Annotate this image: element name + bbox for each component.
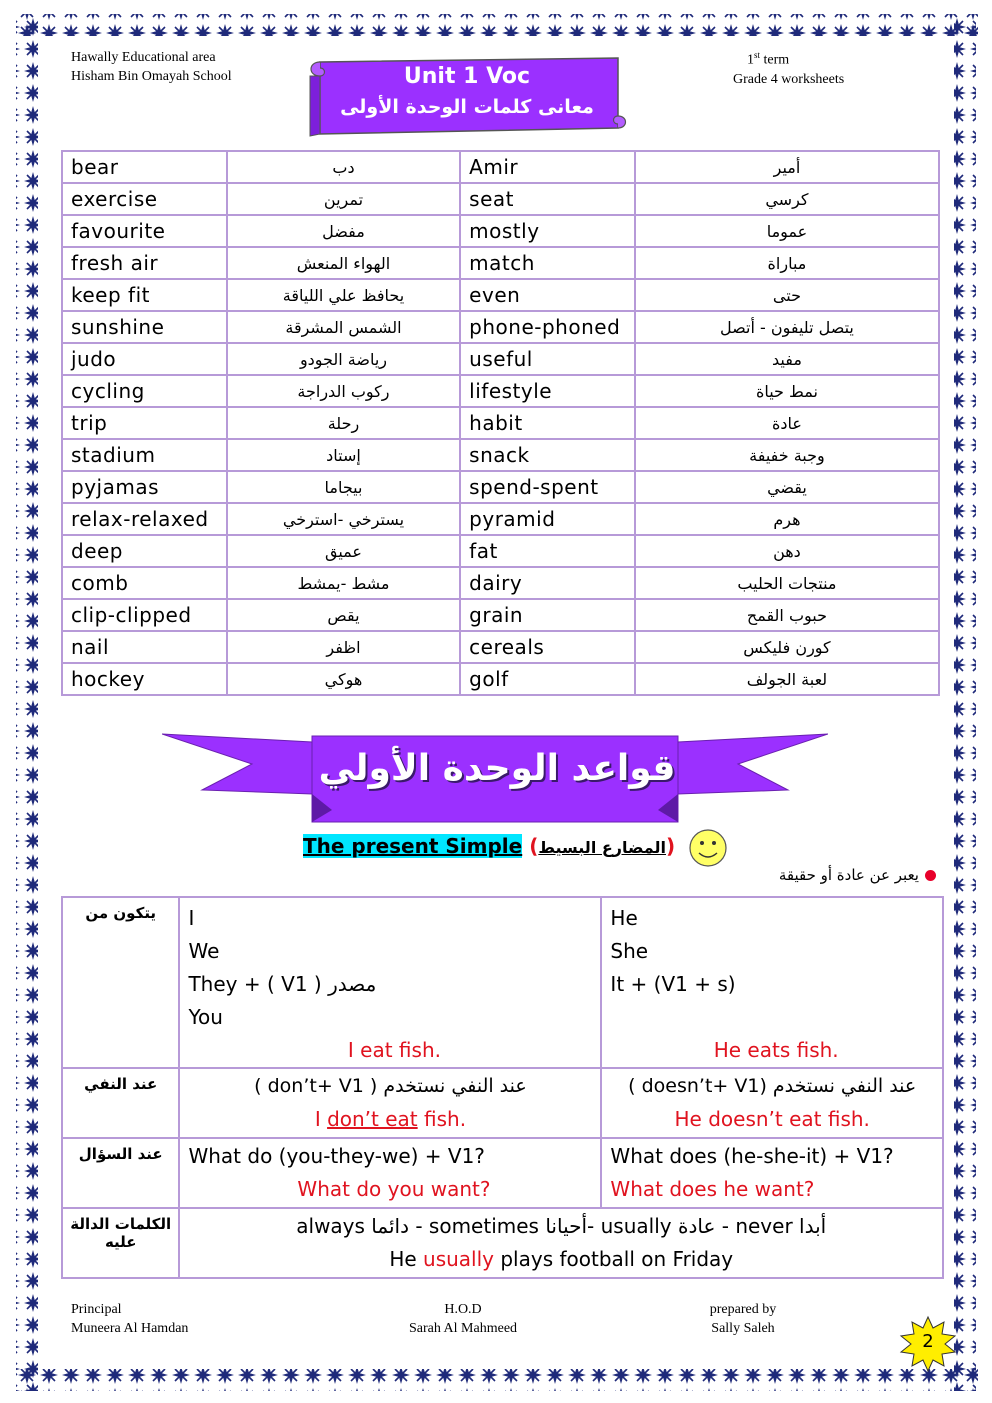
vocab-row bbox=[62, 247, 939, 279]
vocab-row bbox=[62, 471, 939, 503]
vocab-word: pyramid bbox=[460, 503, 635, 535]
vocab-row bbox=[62, 151, 939, 183]
vocab-meaning: مفضل bbox=[227, 215, 460, 247]
page-number-badge bbox=[899, 1315, 957, 1373]
vocab-meaning: رحلة bbox=[227, 407, 460, 439]
vocab-word: nail bbox=[62, 631, 227, 663]
vocab-word: clip-clipped bbox=[62, 599, 227, 631]
pronoun-line: She bbox=[610, 939, 649, 963]
neg-left-example: I don’t eat fish. bbox=[314, 1107, 467, 1131]
bullet-icon bbox=[925, 870, 936, 881]
footer-hod: H.O.D Sarah Al Mahmeed bbox=[408, 1302, 518, 1336]
vocab-row bbox=[62, 631, 939, 663]
vocab-meaning: بيجاما bbox=[227, 471, 460, 503]
keywords-example: He usually plays football on Friday bbox=[389, 1247, 734, 1271]
negative-right bbox=[601, 1068, 943, 1138]
vocab-meaning: دب bbox=[227, 151, 460, 183]
vocab-meaning: نمط حياة bbox=[635, 375, 939, 407]
unit-banner bbox=[306, 54, 628, 140]
vocab-word: dairy bbox=[460, 567, 635, 599]
vocab-word: match bbox=[460, 247, 635, 279]
pronoun-line: I bbox=[188, 906, 195, 930]
vocab-word: stadium bbox=[62, 439, 227, 471]
vocab-meaning: كورن فليكس bbox=[635, 631, 939, 663]
vocab-word: habit bbox=[460, 407, 635, 439]
vocab-meaning: كرسي bbox=[635, 183, 939, 215]
pronoun-line: We bbox=[188, 939, 220, 963]
question-row bbox=[62, 1138, 943, 1208]
vocab-word: comb bbox=[62, 567, 227, 599]
vocab-word: fresh air bbox=[62, 247, 227, 279]
vocab-row bbox=[62, 663, 939, 695]
form-left bbox=[179, 897, 601, 1068]
vocab-meaning: هرم bbox=[635, 503, 939, 535]
vocab-word: relax-relaxed bbox=[62, 503, 227, 535]
vocab-word: useful bbox=[460, 343, 635, 375]
vocab-row bbox=[62, 599, 939, 631]
vocab-meaning: حبوب القمح bbox=[635, 599, 939, 631]
pronoun-line: It + (V1 + s) bbox=[610, 972, 736, 996]
pronoun-line: You bbox=[188, 1005, 223, 1029]
keywords-label: الكلمات الدالة عليه bbox=[62, 1208, 179, 1278]
grade-label: Grade 4 worksheets bbox=[733, 71, 845, 87]
vocab-meaning: لعبة الجولف bbox=[635, 663, 939, 695]
vocab-meaning: منتجات الحليب bbox=[635, 567, 939, 599]
vocab-meaning: عادة bbox=[635, 407, 939, 439]
vocabulary-table bbox=[61, 150, 940, 696]
school-name: Hisham Bin Omayah School bbox=[71, 69, 232, 84]
vocab-word: Amir bbox=[460, 151, 635, 183]
present-simple-ar: المضارع البسيط bbox=[538, 838, 666, 857]
vocab-row bbox=[62, 215, 939, 247]
vocab-meaning: مشط -يمشط bbox=[227, 567, 460, 599]
keywords: always دائما - sometimes أحيانا- usually عادة - never أبدا bbox=[296, 1214, 827, 1238]
vocab-meaning: حتى bbox=[635, 279, 939, 311]
question-right bbox=[601, 1138, 943, 1208]
vocab-meaning: دهن bbox=[635, 535, 939, 567]
vocab-word: deep bbox=[62, 535, 227, 567]
vocab-meaning: عموما bbox=[635, 215, 939, 247]
vocab-word: cereals bbox=[460, 631, 635, 663]
vocab-row bbox=[62, 183, 939, 215]
left-example: I eat fish. bbox=[347, 1038, 441, 1062]
vocab-word: even bbox=[460, 279, 635, 311]
q-right-rule: What does (he-she-it) + V1? bbox=[610, 1144, 894, 1168]
vocab-word: pyjamas bbox=[62, 471, 227, 503]
vocab-row bbox=[62, 503, 939, 535]
right-example: He eats fish. bbox=[713, 1038, 839, 1062]
header-left bbox=[71, 48, 232, 86]
pronoun-line: They + ( V1 ) مصدر bbox=[188, 972, 377, 996]
usage-note: يعبر عن عادة أو حقيقة bbox=[779, 866, 936, 884]
vocab-word: trip bbox=[62, 407, 227, 439]
form-label: يتكون من bbox=[62, 897, 179, 1068]
vocab-meaning: يقص bbox=[227, 599, 460, 631]
question-label: عند السؤال bbox=[62, 1138, 179, 1208]
vocab-word: golf bbox=[460, 663, 635, 695]
term-label: 1st term bbox=[747, 50, 790, 68]
vocab-meaning: رياضة الجودو bbox=[227, 343, 460, 375]
vocab-word: mostly bbox=[460, 215, 635, 247]
unit-title: Unit 1 Voc bbox=[403, 64, 531, 89]
vocab-row bbox=[62, 567, 939, 599]
right-pronouns bbox=[610, 902, 942, 1001]
vocab-word: hockey bbox=[62, 663, 227, 695]
vocab-word: exercise bbox=[62, 183, 227, 215]
vocab-row bbox=[62, 311, 939, 343]
negative-row bbox=[62, 1068, 943, 1138]
negative-left bbox=[179, 1068, 601, 1138]
vocab-word: sunshine bbox=[62, 311, 227, 343]
vocab-meaning: يحافظ علي اللياقة bbox=[227, 279, 460, 311]
header-right bbox=[733, 46, 844, 89]
vocab-meaning: وجبة خفيفة bbox=[635, 439, 939, 471]
q-left-rule: What do (you-they-we) + V1? bbox=[188, 1144, 485, 1168]
vocab-word: snack bbox=[460, 439, 635, 471]
vocab-row bbox=[62, 375, 939, 407]
vocab-word: spend-spent bbox=[460, 471, 635, 503]
grammar-title: قواعد الوحدة الأولي bbox=[318, 748, 676, 789]
vocab-row bbox=[62, 407, 939, 439]
keywords-cell bbox=[179, 1208, 943, 1278]
vocab-meaning: الشمس المشرقة bbox=[227, 311, 460, 343]
present-simple-heading: The present Simple (المضارع البسيط) bbox=[303, 834, 676, 858]
vocab-meaning: عميق bbox=[227, 535, 460, 567]
present-simple-en: The present Simple bbox=[303, 834, 523, 858]
vocab-meaning: ركوب الدراجة bbox=[227, 375, 460, 407]
smiley-icon bbox=[688, 828, 728, 868]
neg-left-rule: ( don’t+ V1 ) عند النفي نستخدم bbox=[254, 1075, 527, 1097]
question-left bbox=[179, 1138, 601, 1208]
vocab-word: bear bbox=[62, 151, 227, 183]
page-number: 2 bbox=[922, 1331, 934, 1352]
vocab-meaning: مفيد bbox=[635, 343, 939, 375]
form-right bbox=[601, 897, 943, 1068]
vocab-word: seat bbox=[460, 183, 635, 215]
vocab-row bbox=[62, 535, 939, 567]
vocab-meaning: يسترخي -استرخي bbox=[227, 503, 460, 535]
vocab-word: lifestyle bbox=[460, 375, 635, 407]
keywords-row bbox=[62, 1208, 943, 1278]
vocab-word: favourite bbox=[62, 215, 227, 247]
unit-subtitle: معانى كلمات الوحدة الأولى bbox=[340, 96, 594, 118]
vocabulary-body bbox=[62, 151, 939, 695]
footer-principal: Principal Muneera Al Hamdan bbox=[71, 1302, 189, 1336]
vocab-row bbox=[62, 343, 939, 375]
form-row bbox=[62, 897, 943, 1068]
neg-right-rule: ( doesn’t+ V1) عند النفي نستخدم bbox=[628, 1075, 917, 1097]
area-name: Hawally Educational area bbox=[71, 50, 216, 65]
vocab-word: phone-phoned bbox=[460, 311, 635, 343]
vocab-word: judo bbox=[62, 343, 227, 375]
vocab-meaning: تمرين bbox=[227, 183, 460, 215]
vocab-meaning: يتصل تليفون - أتصل bbox=[635, 311, 939, 343]
vocab-meaning: الهواء المنعش bbox=[227, 247, 460, 279]
pronoun-line: He bbox=[610, 906, 638, 930]
vocab-word: keep fit bbox=[62, 279, 227, 311]
vocab-meaning: أمير bbox=[635, 151, 939, 183]
negative-label: عند النفي bbox=[62, 1068, 179, 1138]
vocab-word: fat bbox=[460, 535, 635, 567]
neg-right-example: He doesn’t eat fish. bbox=[674, 1107, 870, 1131]
vocab-meaning: يقضي bbox=[635, 471, 939, 503]
footer-prepared: prepared by Sally Saleh bbox=[709, 1302, 777, 1336]
vocab-meaning: اظفر bbox=[227, 631, 460, 663]
vocab-word: grain bbox=[460, 599, 635, 631]
vocab-meaning: إستاد bbox=[227, 439, 460, 471]
q-right-example: What does he want? bbox=[610, 1177, 815, 1201]
vocab-row bbox=[62, 439, 939, 471]
grammar-banner bbox=[162, 730, 828, 826]
grammar-table bbox=[61, 896, 944, 1279]
vocab-row bbox=[62, 279, 939, 311]
vocab-word: cycling bbox=[62, 375, 227, 407]
left-pronouns bbox=[188, 902, 600, 1034]
vocab-meaning: مباراة bbox=[635, 247, 939, 279]
q-left-example: What do you want? bbox=[297, 1177, 491, 1201]
vocab-meaning: هوكي bbox=[227, 663, 460, 695]
